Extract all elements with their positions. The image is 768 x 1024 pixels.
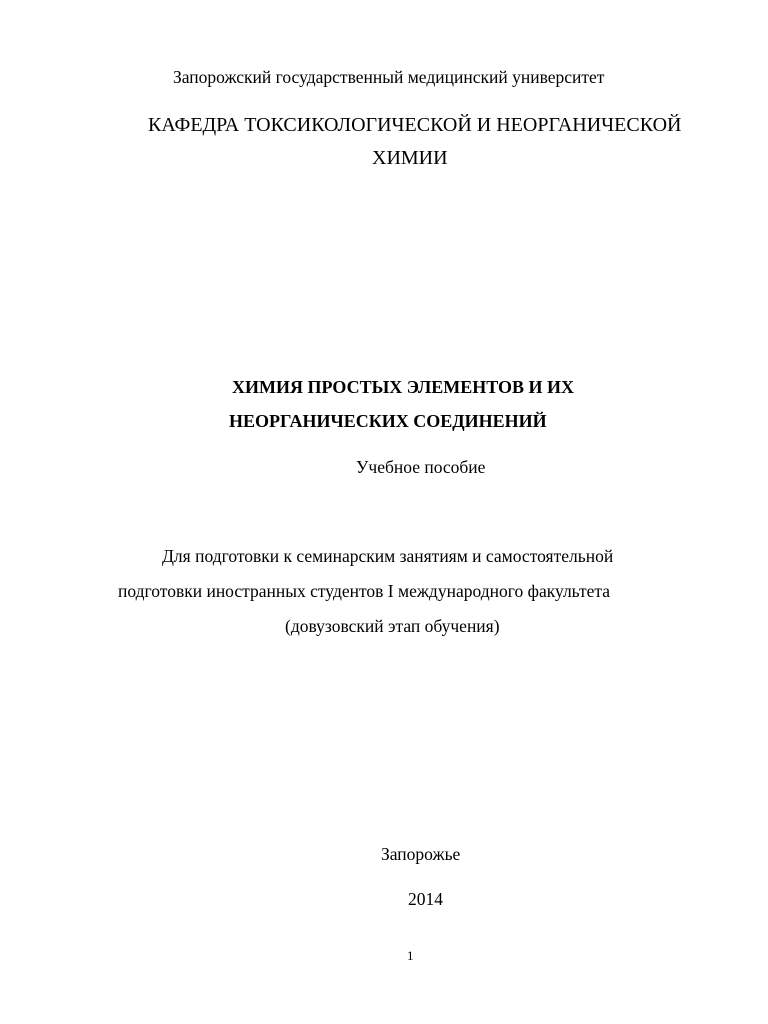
document-title-line-2: НЕОРГАНИЧЕСКИХ СОЕДИНЕНИЙ (229, 411, 547, 431)
department-name-line-2: ХИМИИ (372, 147, 448, 169)
department-name-line-1: КАФЕДРА ТОКСИКОЛОГИЧЕСКОЙ И НЕОРГАНИЧЕСКОЙ (148, 114, 682, 136)
university-name: Запорожский государственный медицинский университет (173, 67, 605, 87)
page-number: 1 (407, 948, 414, 963)
publication-city: Запорожье (381, 844, 461, 864)
purpose-line-3: (довузовский этап обучения) (285, 616, 500, 636)
purpose-line-2: подготовки иностранных студентов I международного факультета (118, 581, 611, 601)
document-subtitle: Учебное пособие (356, 457, 486, 477)
purpose-line-1: Для подготовки к семинарским занятиям и самостоятельной (162, 546, 614, 566)
publication-year: 2014 (408, 889, 443, 909)
document-title-line-1: ХИМИЯ ПРОСТЫХ ЭЛЕМЕНТОВ И ИХ (232, 377, 575, 397)
